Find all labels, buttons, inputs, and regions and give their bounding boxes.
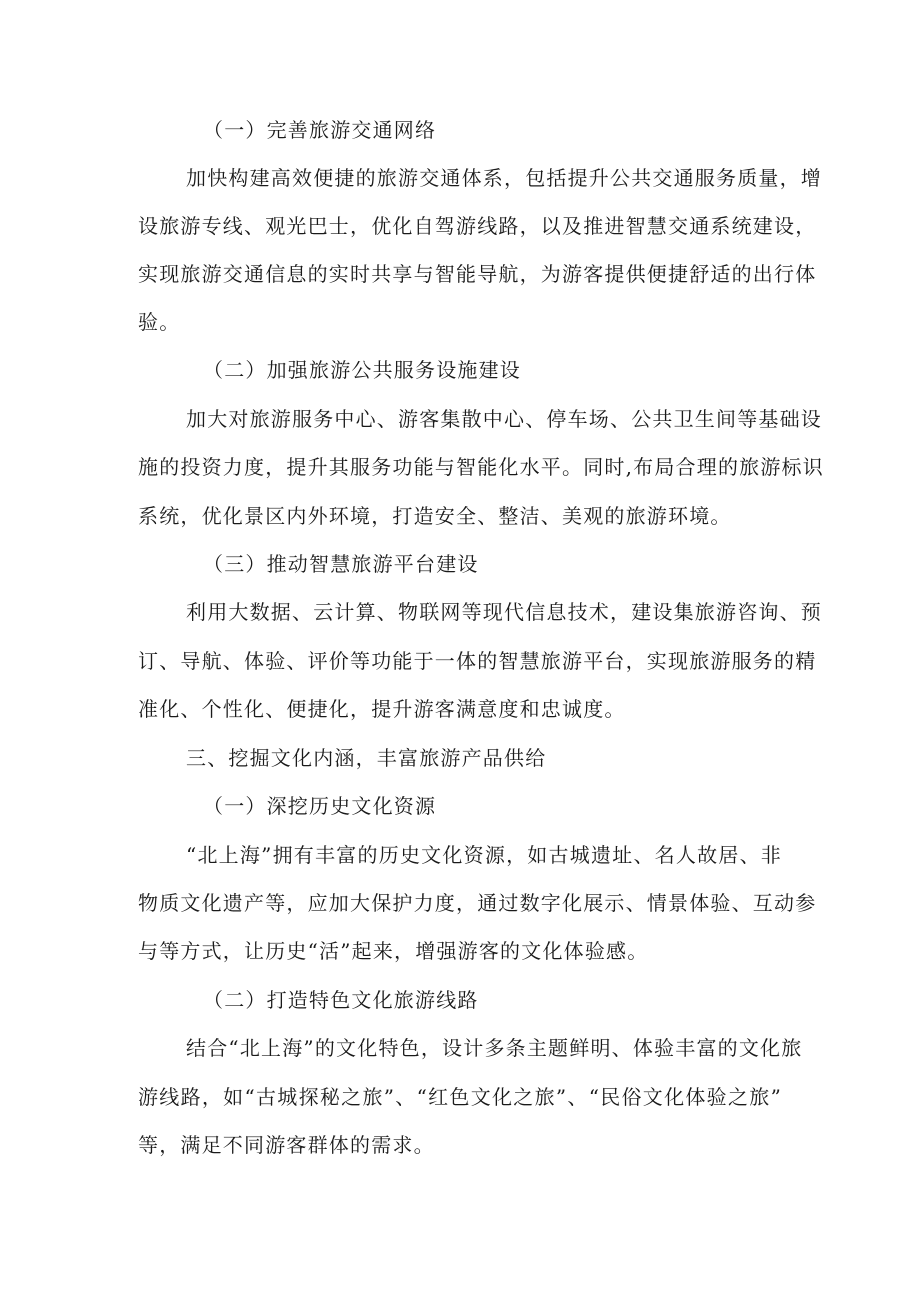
paragraph-line: 实现旅游交通信息的实时共享与智能导航，为游客提供便捷舒适的出行体 bbox=[138, 262, 817, 286]
section-heading: （二）加强旅游公共服务设施建设 bbox=[203, 358, 521, 382]
paragraph-line: 与等方式，让历史“活”起来，增强游客的文化体验感。 bbox=[138, 939, 649, 963]
paragraph-line: 准化、个性化、便捷化，提升游客满意度和忠诚度。 bbox=[138, 697, 626, 721]
paragraph-line: 订、导航、体验、评价等功能于一体的智慧旅游平台，实现旅游服务的精 bbox=[138, 649, 817, 673]
paragraph-line: 加大对旅游服务中心、游客集散中心、停车场、公共卫生间等基础设 bbox=[186, 407, 822, 431]
chapter-heading: 三、挖掘文化内涵，丰富旅游产品供给 bbox=[186, 746, 547, 770]
section-heading: （一）深挖历史文化资源 bbox=[203, 794, 437, 818]
paragraph-line: 验。 bbox=[138, 310, 181, 334]
paragraph-line: 等，满足不同游客群体的需求。 bbox=[138, 1133, 435, 1157]
paragraph-line: 游线路，如“古城探秘之旅”、“红色文化之旅”、“民俗文化体验之旅” bbox=[138, 1085, 782, 1109]
section-heading: （二）打造特色文化旅游线路 bbox=[203, 988, 479, 1012]
paragraph-line: 利用大数据、云计算、物联网等现代信息技术，建设集旅游咨询、预 bbox=[186, 600, 822, 624]
section-heading: （一）完善旅游交通网络 bbox=[203, 118, 437, 142]
paragraph-line: 结合“北上海”的文化特色，设计多条主题鲜明、体验丰富的文化旅 bbox=[186, 1036, 803, 1060]
paragraph-line: 加快构建高效便捷的旅游交通体系，包括提升公共交通服务质量，增 bbox=[186, 166, 822, 190]
paragraph-line: 物质文化遗产等，应加大保护力度，通过数字化展示、情景体验、互动参 bbox=[138, 891, 817, 915]
paragraph-line: 系统，优化景区内外环境，打造安全、整洁、美观的旅游环境。 bbox=[138, 504, 732, 528]
paragraph-line: 施的投资力度，提升其服务功能与智能化水平。同时,布局合理的旅游标识 bbox=[138, 455, 824, 479]
paragraph-line: 设旅游专线、观光巴士，优化自驾游线路，以及推进智慧交通系统建设， bbox=[138, 214, 817, 238]
section-heading: （三）推动智慧旅游平台建设 bbox=[203, 552, 479, 576]
paragraph-line: “北上海”拥有丰富的历史文化资源，如古城遗址、名人故居、非 bbox=[186, 843, 782, 867]
